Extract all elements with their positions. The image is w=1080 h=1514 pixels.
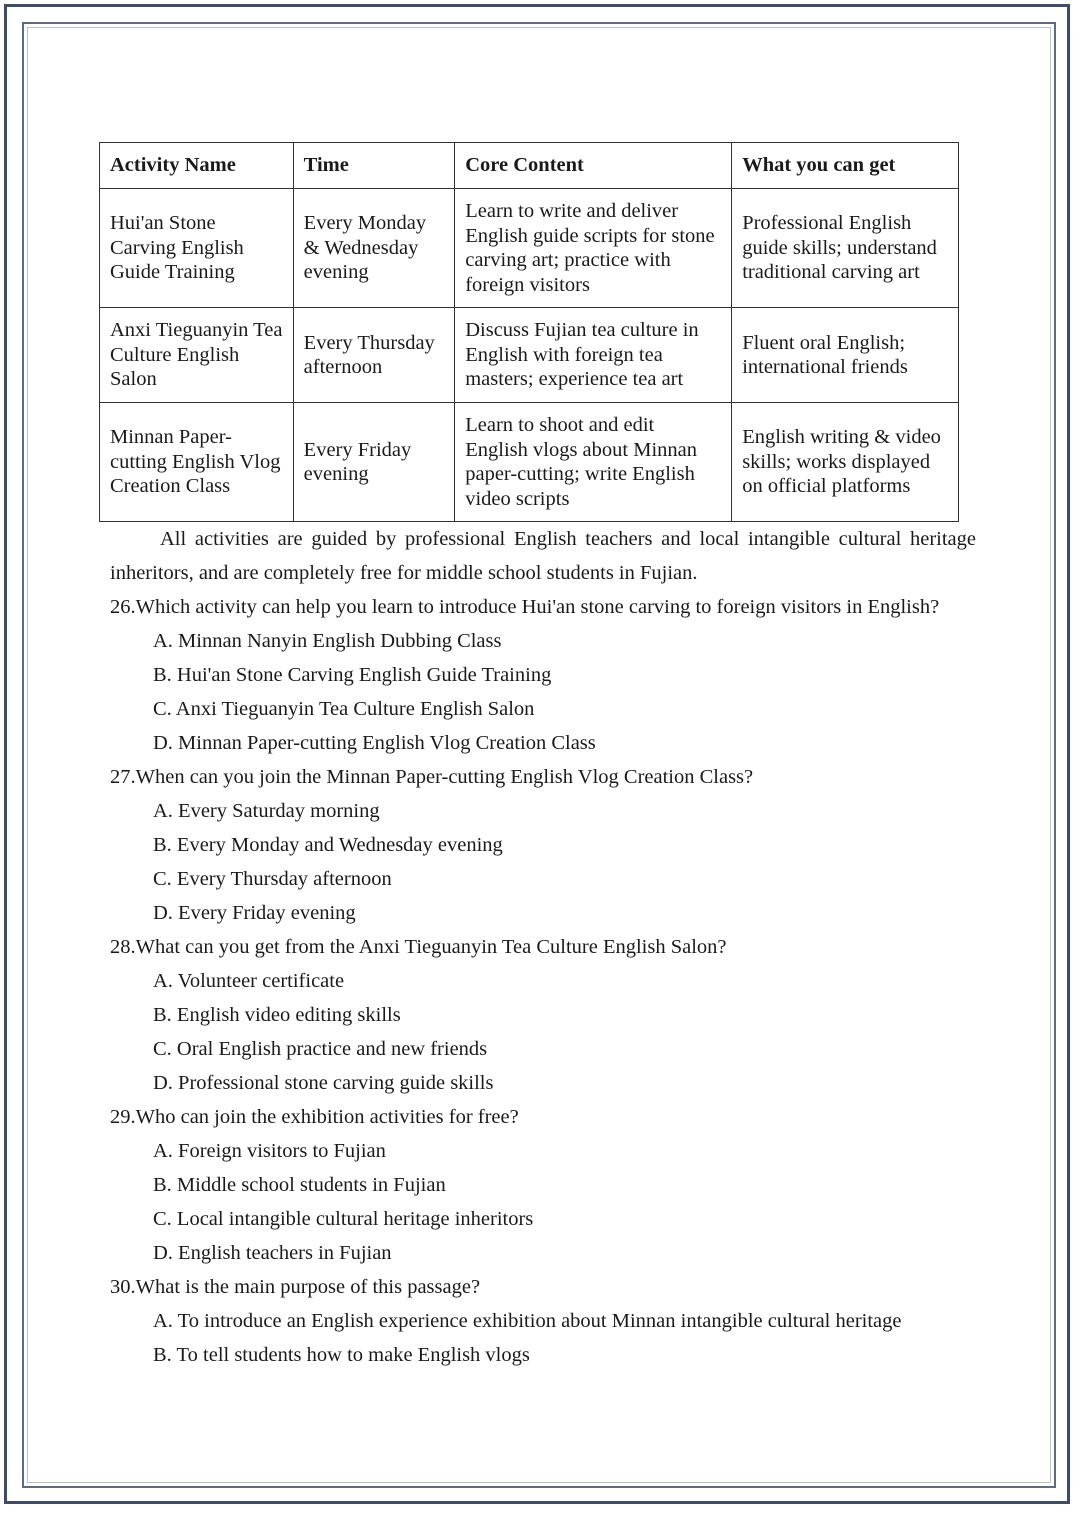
cell-time: Every Monday & Wednesday evening xyxy=(293,189,455,308)
question-30 xyxy=(110,1270,976,1372)
question-stem: 30.What is the main purpose of this passage? xyxy=(110,1276,481,1298)
cell-core-content: Learn to shoot and edit English vlogs about Minnan paper-cutting; write English video scripts xyxy=(455,403,732,522)
answer-option: A. Foreign visitors to Fujian xyxy=(153,1140,386,1162)
activity-table xyxy=(99,142,959,522)
question-stem: 26.Which activity can help you learn to introduce Hui'an stone carving to foreign visitors in English? xyxy=(110,596,940,618)
answer-option: C. Every Thursday afternoon xyxy=(153,868,392,890)
answer-option: D. English teachers in Fujian xyxy=(153,1242,392,1264)
cell-what-you-can-get: English writing & video skills; works displayed on official platforms xyxy=(732,403,959,522)
answer-option: A. To introduce an English experience exhibition about Minnan intangible cultural heritage xyxy=(153,1310,902,1332)
cell-activity-name: Minnan Paper-cutting English Vlog Creation Class xyxy=(100,403,294,522)
table-row xyxy=(100,308,959,403)
header-core-content: Core Content xyxy=(455,143,732,189)
table-row xyxy=(100,403,959,522)
question-29 xyxy=(110,1100,976,1270)
header-time: Time xyxy=(293,143,455,189)
question-26 xyxy=(110,590,976,760)
cell-what-you-can-get: Professional English guide skills; understand traditional carving art xyxy=(732,189,959,308)
cell-what-you-can-get: Fluent oral English; international friends xyxy=(732,308,959,403)
table-header-row xyxy=(100,143,959,189)
answer-option: B. English video editing skills xyxy=(153,1004,401,1026)
answer-option: D. Minnan Paper-cutting English Vlog Creation Class xyxy=(153,732,596,754)
cell-core-content: Discuss Fujian tea culture in English with foreign tea masters; experience tea art xyxy=(455,308,732,403)
header-activity-name: Activity Name xyxy=(100,143,294,189)
question-28 xyxy=(110,930,976,1100)
question-stem: 27.When can you join the Minnan Paper-cutting English Vlog Creation Class? xyxy=(110,766,754,788)
answer-option: D. Professional stone carving guide skills xyxy=(153,1072,494,1094)
answer-option: D. Every Friday evening xyxy=(153,902,356,924)
cell-time: Every Friday evening xyxy=(293,403,455,522)
answer-option: A. Volunteer certificate xyxy=(153,970,345,992)
cell-activity-name: Hui'an Stone Carving English Guide Training xyxy=(100,189,294,308)
question-stem: 28.What can you get from the Anxi Tieguanyin Tea Culture English Salon? xyxy=(110,936,727,958)
answer-option: B. Middle school students in Fujian xyxy=(153,1174,446,1196)
intro-paragraph: All activities are guided by professional English teachers and local intangible cultural heritage inheritors, and are completely free for middle school students in Fujian. xyxy=(110,528,976,584)
answer-option: B. Hui'an Stone Carving English Guide Training xyxy=(153,664,552,686)
question-stem: 29.Who can join the exhibition activities for free? xyxy=(110,1106,519,1128)
cell-time: Every Thursday afternoon xyxy=(293,308,455,403)
answer-option: A. Every Saturday morning xyxy=(153,800,380,822)
answer-option: C. Anxi Tieguanyin Tea Culture English Salon xyxy=(153,698,535,720)
answer-option: A. Minnan Nanyin English Dubbing Class xyxy=(153,630,502,652)
question-27 xyxy=(110,760,976,930)
passage-body xyxy=(110,522,976,1372)
answer-option: C. Oral English practice and new friends xyxy=(153,1038,488,1060)
answer-option: C. Local intangible cultural heritage inheritors xyxy=(153,1208,534,1230)
header-what-you-can-get: What you can get xyxy=(732,143,959,189)
table-row xyxy=(100,189,959,308)
cell-core-content: Learn to write and deliver English guide scripts for stone carving art; practice with foreign visitors xyxy=(455,189,732,308)
answer-option: B. To tell students how to make English vlogs xyxy=(153,1344,530,1366)
cell-activity-name: Anxi Tieguanyin Tea Culture English Salon xyxy=(100,308,294,403)
answer-option: B. Every Monday and Wednesday evening xyxy=(153,834,503,856)
